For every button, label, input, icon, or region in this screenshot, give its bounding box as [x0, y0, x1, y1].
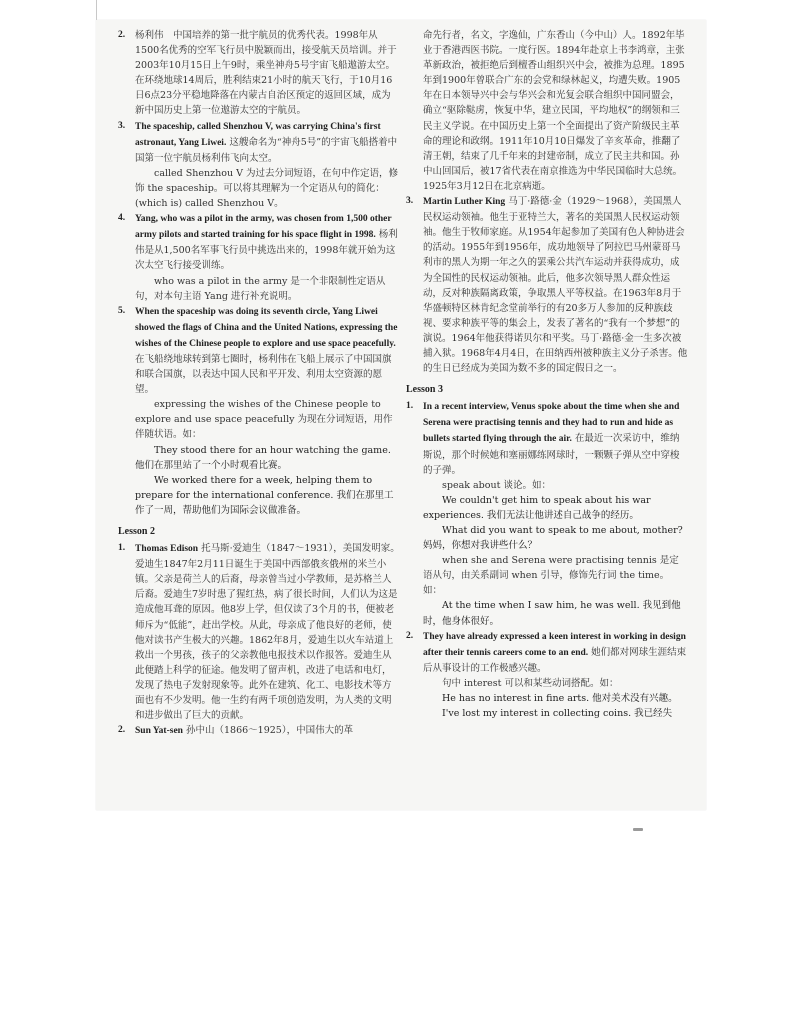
term-bold: Martin Luther King — [423, 197, 506, 208]
note-item-lesson2-2 — [118, 723, 400, 739]
note-item-lesson2-3 — [406, 194, 688, 376]
note-item-lesson3-2 — [406, 629, 688, 722]
note-text: 杨利伟 中国培养的第一批宇航员的优秀代表。1998年从1500名优秀的空军飞行员中脱颖而出，接受航天员培训。并于2003年10月15日上午9时，乘坐神舟5号宇宙飞船遨游太空。在环绕地球14周后，胜利结束21小时的航天飞行，于10月16日6点23分平稳地降落在内蒙古自治区预定的返回区域，成为新中国历史上第一位遨游太空的宇航员。 — [135, 30, 397, 117]
example-sentence: What did you want to speak to me about, mother? 妈妈，你想对我讲些什么？ — [423, 525, 683, 552]
item-number: 1. — [406, 401, 414, 412]
example-sentence: At the time when I saw him, he was well. 我见到他时，他身体很好。 — [423, 600, 681, 627]
explanation: expressing the wishes of the Chinese people to explore and use space peacefully 为现在分词短语，用作伴随状语。如： — [135, 399, 393, 441]
scan-mark — [633, 828, 643, 831]
biography: 托马斯·爱迪生（1847～1931），美国发明家。爱迪生1847年2月11日诞生于美国中西部俄亥俄州的米兰小镇。父亲是荷兰人的后裔，母亲曾当过小学教师，是苏格兰人后裔。爱迪生7岁时患了猩红热，病了很长时间，人们认为这是造成他耳聋的原因。他8岁上学，但仅读了3个月的书，便被老师斥为“低能”，赶出学校。从此，母亲成了他良好的老师，使他对读书产生极大的兴趣。1862年8月，爱迪生以火车站道上救出一个男孩，孩子的父亲教他电报技术以作报答。爱迪生从此便踏上科学的征途。他发明了留声机，改进了电话和电灯，发现了热电子发射现象等。此外在建筑、化工、电影技术等方面也有不少发明。他一生约有两千项创造发明，为人类的文明和进步做出了巨大的贡献。 — [135, 543, 400, 722]
continued-biography: 命先行者，名文，字逸仙，广东香山（今中山）人。1892年毕业于香港西医书院。一度行医。1894年赴京上书李鸿章，主张革新政治，被拒绝后到檀香山组织兴中会，被推为总理。1895年到1900年曾联合广东的会党和绿林起义，均遭失败。1905年在日本领导兴中会与华兴会和光复会联合组织中国同盟会，确立“驱除鞑虏，恢复中华，建立民国，平均地权”的纲领和三民主义学说。在中国历史上第一个全面提出了资产阶级民主革命的理论和政纲。1911年10月10日爆发了辛亥革命，推翻了清王朝，结束了几千年来的封建帝制，成立了民主共和国。孙中山回国后，被17省代表在南京推选为中华民国临时大总统。1925年3月12日在北京病逝。 — [423, 30, 685, 192]
item-number: 3. — [406, 196, 414, 207]
right-column — [406, 28, 688, 721]
translation: 这艘命名为“神舟5号”的宇宙飞船搭着中国第一位宇航员杨利伟飞向太空。 — [135, 136, 398, 164]
lesson-heading: Lesson 3 — [406, 384, 443, 396]
note-item-lesson3-1 — [406, 399, 688, 628]
note-item-lesson2-1 — [118, 541, 400, 723]
explanation: who was a pilot in the army 是一个非限制性定语从句，对本句主语 Yang 进行补充说明。 — [135, 275, 386, 302]
biography: 孙中山（1866～1925），中国伟大的革 — [182, 725, 354, 737]
sentence-bold: They have already expressed a keen interest in working in design after their tennis careers come to an end. — [423, 631, 686, 658]
lesson-heading: Lesson 2 — [118, 526, 155, 537]
translation: 她们都对网球生涯结束后从事设计的工作极感兴趣。 — [423, 646, 687, 674]
note-item-lesson1-2 — [118, 28, 400, 119]
item-number: 2. — [118, 725, 126, 736]
explanation: 句中 interest 可以和某些动词搭配。如： — [442, 677, 619, 689]
note-item-lesson1-5 — [118, 304, 400, 518]
explanation: when she and Serena were practising tennis 是定语从句，由关系副词 when 引导，修饰先行词 the time。如： — [423, 555, 679, 597]
item-number: 2. — [118, 30, 126, 40]
example-sentence: They stood there for an hour watching the game. 他们在那里站了一个小时观看比赛。 — [135, 444, 391, 471]
translation: 在飞船绕地球转到第七圈时，杨利伟在飞船上展示了中国国旗和联合国旗，以表达中国人民和平开发、利用太空资源的愿望。 — [135, 353, 392, 396]
biography: 马丁·路德·金（1929～1968），美国黑人民权运动领袖。他生于亚特兰大，著名的美国黑人民权运动领袖。他生于牧师家庭。从1954年起参加了美国有色人种协进会的活动。1955年到1956年，成功地领导了阿拉巴马州蒙哥马利市的黑人为期一年之久的罢乘公共汽车运动并获得成功，成为全国性的民权运动领袖。此后，他多次领导黑人群众性运动，反对种族隔离政策，争取黑人平等权益。在1963年8月于华盛顿特区林肯纪念堂前举行的有20多万人参加的反种族歧视、要求种族平等的集会上，发表了著名的“我有一个梦想”的演说。1964年他获得诺贝尔和平奖。马丁·路德·金一生多次被捕入狱。1968年4月4日，在田纳西州被种族主义分子杀害。他的生日已经成为美国为数不多的国定假日之一。 — [423, 196, 688, 375]
note-item-lesson1-4 — [118, 211, 400, 304]
sentence-bold: Yang, who was a pilot in the army, was chosen from 1,500 other army pilots and started training for his space flight in 1998. — [135, 214, 392, 241]
translation: 杨利伟是从1,500名军事飞行员中挑选出来的，1998年就开始为这次太空飞行接受训练。 — [135, 229, 398, 272]
item-number: 1. — [118, 543, 126, 554]
note-item-lesson1-3 — [118, 119, 400, 212]
sentence-bold: The spaceship, called Shenzhou V, was carrying China's first astronaut, Yang Liwei. — [135, 121, 381, 148]
term-bold: Sun Yat-sen — [135, 726, 183, 737]
item-number: 2. — [406, 630, 414, 641]
example-sentence: I've lost my interest in collecting coins. 我已经失 — [442, 708, 673, 720]
example-sentence: We couldn't get him to speak about his war experiences. 我们无法让他讲述自己战争的经历。 — [423, 494, 651, 521]
example-sentence: He has no interest in fine arts. 他对美术没有兴趣。 — [442, 693, 678, 705]
example-sentence: We worked there for a week, helping them to prepare for the international conference. 我们在那里工作了一周，帮助他们为国际会议做准备。 — [135, 474, 394, 516]
item-number: 4. — [118, 213, 126, 224]
term-bold: Thomas Edison — [135, 544, 199, 555]
item-number: 3. — [118, 120, 126, 131]
explanation: speak about 谈论。如： — [442, 479, 551, 491]
sentence-bold: In a recent interview, Venus spoke about the time when she and Serena were practising tennis and they had to run and hide as bullets started flying through the air. — [423, 402, 680, 445]
sentence-bold: When the spaceship was doing its seventh circle, Yang Liwei showed the flags of China and the United Nations, expressing the wishes of the Chinese people to explore and use space peacefully. — [135, 306, 398, 349]
explanation: called Shenzhou V 为过去分词短语，在句中作定语，修饰 the spaceship。可以将其理解为一个定语从句的简化：(which is) called Shenzhou V。 — [135, 167, 399, 210]
left-column — [118, 28, 400, 739]
item-number: 5. — [118, 305, 126, 316]
translation: 在最近一次采访中，维纳斯说，那个时候她和塞丽娜练网球时，一颗颗子弹从空中穿梭的子弹。 — [423, 433, 680, 476]
